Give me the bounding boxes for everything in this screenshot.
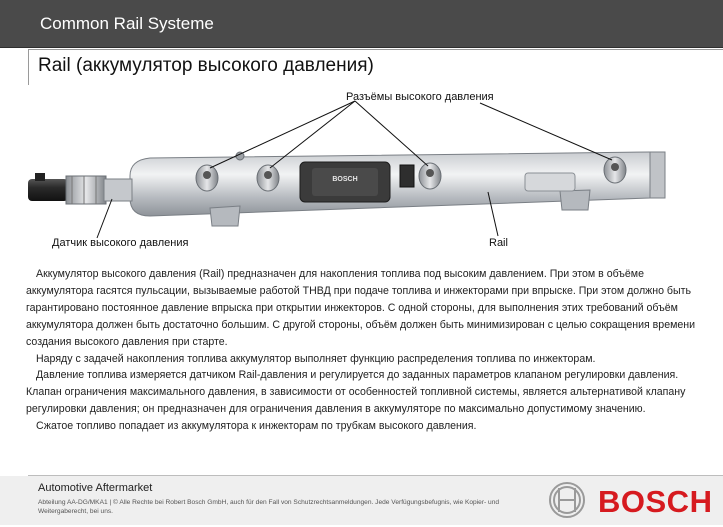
divider-vertical xyxy=(28,49,29,85)
header-bar xyxy=(0,0,723,48)
rail-label: Rail xyxy=(489,237,508,249)
high-pressure-outlet xyxy=(196,165,218,191)
header-title: Common Rail Systeme xyxy=(40,14,214,33)
connectors-label: Разъёмы высокого давления xyxy=(346,91,494,103)
rail-brand-text: BOSCH xyxy=(332,176,358,183)
paragraph: Аккумулятор высокого давления (Rail) предназначен для накопления топлива под высоким давлением. При этом в объёме аккумулятора гасятся пульсации, вызываемые работой ТНВД при подаче топлива и инжекторами при впрыске. При этом должно быть гарантировано постоянное давление впрыска при открытии инжекторов. С одной стороны, для выполнения этих требований объём аккумулятора должен быть достаточно большим. С другой стороны, объём должен быть минимизирован с целью сокращения времени создания высокого давления при старте. xyxy=(26,268,696,348)
slide-title: Rail (аккумулятор высокого давления) xyxy=(38,55,374,76)
brand-wordmark: BOSCH xyxy=(598,484,713,519)
rail-sticker xyxy=(400,165,414,187)
footer-divider xyxy=(28,475,723,476)
footer-department: Automotive Aftermarket xyxy=(38,482,153,494)
bosch-logo xyxy=(545,478,715,522)
rail-illustration xyxy=(0,86,723,261)
paragraph: Наряду с задачей накопления топлива аккумулятор выполняет функцию распределения топлива по инжекторам. xyxy=(36,352,596,365)
high-pressure-outlet xyxy=(419,163,441,189)
pressure-sensor xyxy=(28,173,132,204)
paragraph: Давление топлива измеряется датчиком Rail-давления и регулируется до заданных параметров клапаном регулировки давления. Клапан ограничения максимального давления, в зависимости от особенностей топливной системы, является альтернативой клапану регулировки давления; он предназначен для ограничения давления в аккумуляторе по максимально допустимому значению. xyxy=(26,369,686,416)
sensor-label: Датчик высокого давления xyxy=(52,237,189,249)
divider xyxy=(28,49,723,50)
bosch-armature-icon xyxy=(545,478,595,522)
rail-figure xyxy=(0,86,723,261)
body-text xyxy=(26,266,698,435)
sensor-leader-line xyxy=(97,199,112,238)
footer-legal: Abteilung AA-DG/MKA1 | © Alle Rechte bei Robert Bosch GmbH, auch für den Fall von Schutzrechtsanmeldungen. Jede Verfügungsbefugnis, wie Kopier- und Weitergaberecht, bei uns. xyxy=(38,499,500,515)
high-pressure-outlet xyxy=(257,165,279,191)
high-pressure-outlet xyxy=(604,157,626,183)
paragraph: Сжатое топливо попадает из аккумулятора к инжекторам по трубкам высокого давления. xyxy=(36,420,477,433)
